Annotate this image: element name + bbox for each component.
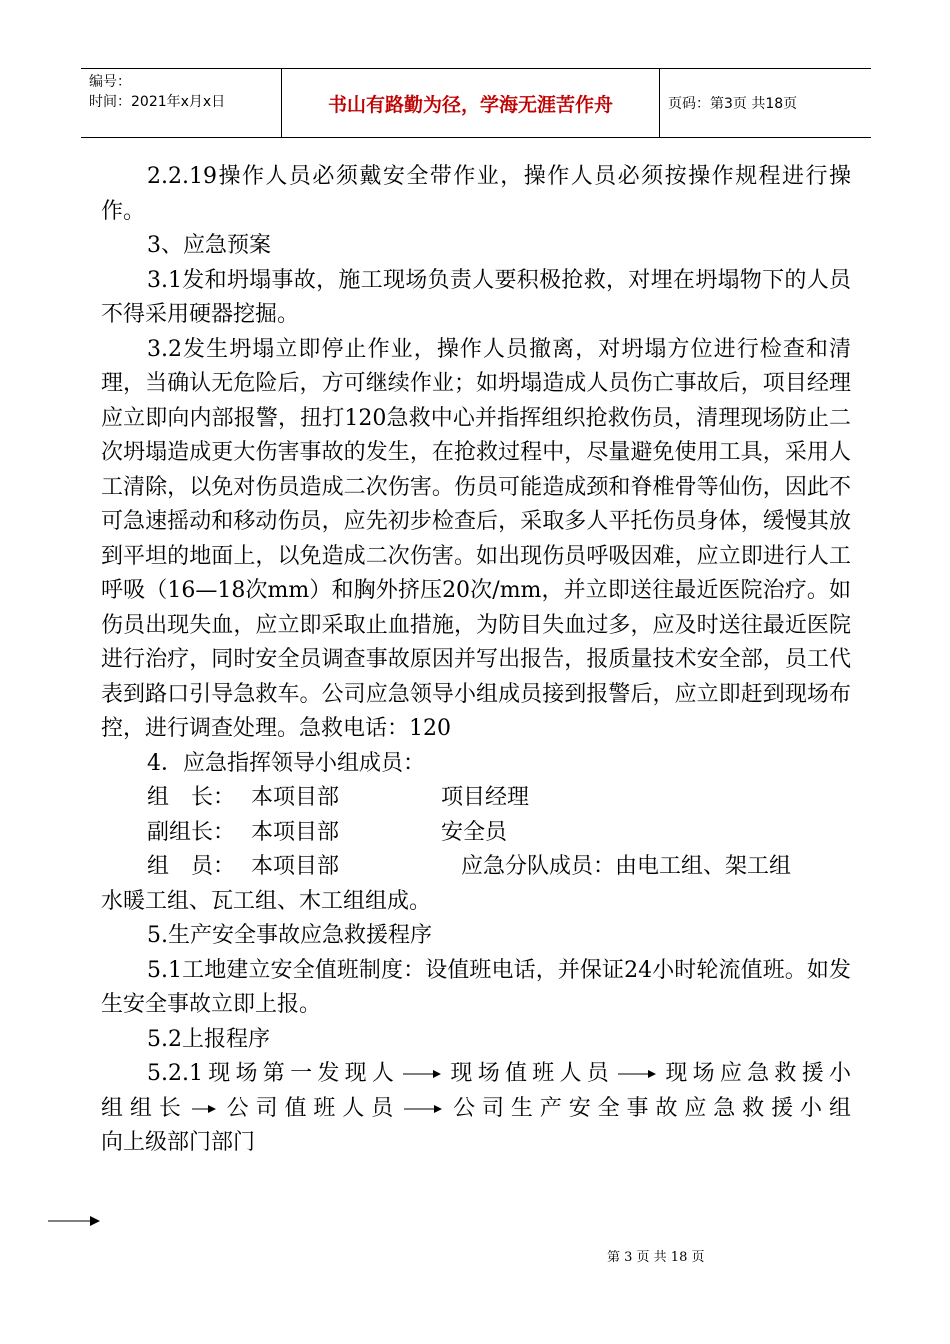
flow-step: 5.2.1现场第一发现人 xyxy=(147,1061,400,1086)
member-row-members xyxy=(101,850,851,885)
member-role: 副组长： xyxy=(147,819,236,845)
flow-line-1 xyxy=(101,1057,851,1092)
paragraph-3-2: 3.2发生坍塌立即停止作业，操作人员撤离，对坍塌方位进行检查和清理，当确认无危险后，方可继续作业；如坍塌造成人员伤亡事故后，项目经理应立即向内部报警，扭打120急救中心并指挥组织抢救伤员，清理现场防止二次坍塌造成更大伤害事故的发生，在抢救过程中，尽量避免使用工具，采用人工清除，以免对伤员造成二次伤害。伤员可能造成颈和脊椎骨等仙伤，因此不可急速摇动和移动伤员，应先初步检查后，采取多人平托伤员身体，缓慢其放到平坦的地面上，以免造成二次伤害。如出现伤员呼吸因难，应立即进行人工呼吸（16—18次mm）和胸外挤压20次/mm，并立即送往最近医院治疗。如伤员出现失血，应立即采取止血措施，为防目失血过多，应及时送往最近医院进行治疗，同时安全员调查事故原因并写出报告，报质量技术安全部，员工代表到路口引导急救车。公司应急领导小组成员接到报警后，应立即赶到现场布控，进行调查处理。急救电话：120 xyxy=(101,336,851,741)
member-position: 项目经理 xyxy=(441,785,530,810)
member-dept: 本项目部 xyxy=(251,819,340,845)
member-position: 应急分队成员：由电工组、架工组 xyxy=(461,854,792,879)
flow-line-2 xyxy=(101,1092,851,1127)
heading-emergency-plan: 3、应急预案 xyxy=(147,233,271,258)
header-motto: 书山有路勤为径，学海无涯苦作舟 xyxy=(282,69,660,137)
member-row-deputy xyxy=(101,816,851,851)
flow-step: 公司值班人员 xyxy=(219,1095,401,1121)
arrow-right-icon xyxy=(192,1103,216,1115)
flow-step: 现场应急救援小 xyxy=(660,1061,851,1086)
member-dept: 本项目部 xyxy=(251,854,340,879)
member-role: 组 员： xyxy=(147,854,236,879)
arrow-right-icon xyxy=(403,1068,441,1080)
arrow-right-icon xyxy=(48,1213,100,1229)
page-header xyxy=(81,68,871,138)
paragraph-2-2-19: 2.2.19操作人员必须戴安全带作业，操作人员必须按操作规程进行操作。 xyxy=(101,164,851,224)
footer-page-number: 第 3 页 共 18 页 xyxy=(607,1250,705,1265)
member-role: 组 长： xyxy=(147,785,236,810)
document-body xyxy=(101,160,851,1161)
member-dept: 本项目部 xyxy=(251,785,340,810)
flow-step: 现场值班人员 xyxy=(445,1061,615,1086)
arrow-right-icon xyxy=(618,1068,656,1080)
member-row-members-cont: 水暖工组、瓦工组、木工组组成。 xyxy=(101,888,432,914)
time-label: 时间：2021年x月x日 xyxy=(89,94,226,110)
arrow-right-icon xyxy=(404,1103,442,1115)
code-label: 编号： xyxy=(89,74,131,90)
header-page-label: 页码：第3页 共18页 xyxy=(668,96,798,112)
heading-rescue-procedure: 5.生产安全事故应急救援程序 xyxy=(147,923,432,948)
header-meta xyxy=(81,69,282,137)
heading-reporting-procedure: 5.2上报程序 xyxy=(147,1026,270,1052)
paragraph-5-1: 5.1工地建立安全值班制度：设值班电话，并保证24小时轮流值班。如发生安全事故立即上报。 xyxy=(101,957,851,1017)
heading-leadership-group: 4．应急指挥领导小组成员： xyxy=(147,750,425,776)
flow-line-3: 向上级部门部门 xyxy=(101,1130,256,1155)
flow-step: 公司生产安全事故应急救援小组 xyxy=(446,1095,851,1121)
member-row-leader xyxy=(101,781,851,816)
member-position: 安全员 xyxy=(441,819,508,845)
flow-step: 组组长 xyxy=(101,1095,188,1121)
paragraph-3-1: 3.1发和坍塌事故，施工现场负责人要积极抢救，对埋在坍塌物下的人员不得采用硬器挖掘。 xyxy=(101,267,851,327)
